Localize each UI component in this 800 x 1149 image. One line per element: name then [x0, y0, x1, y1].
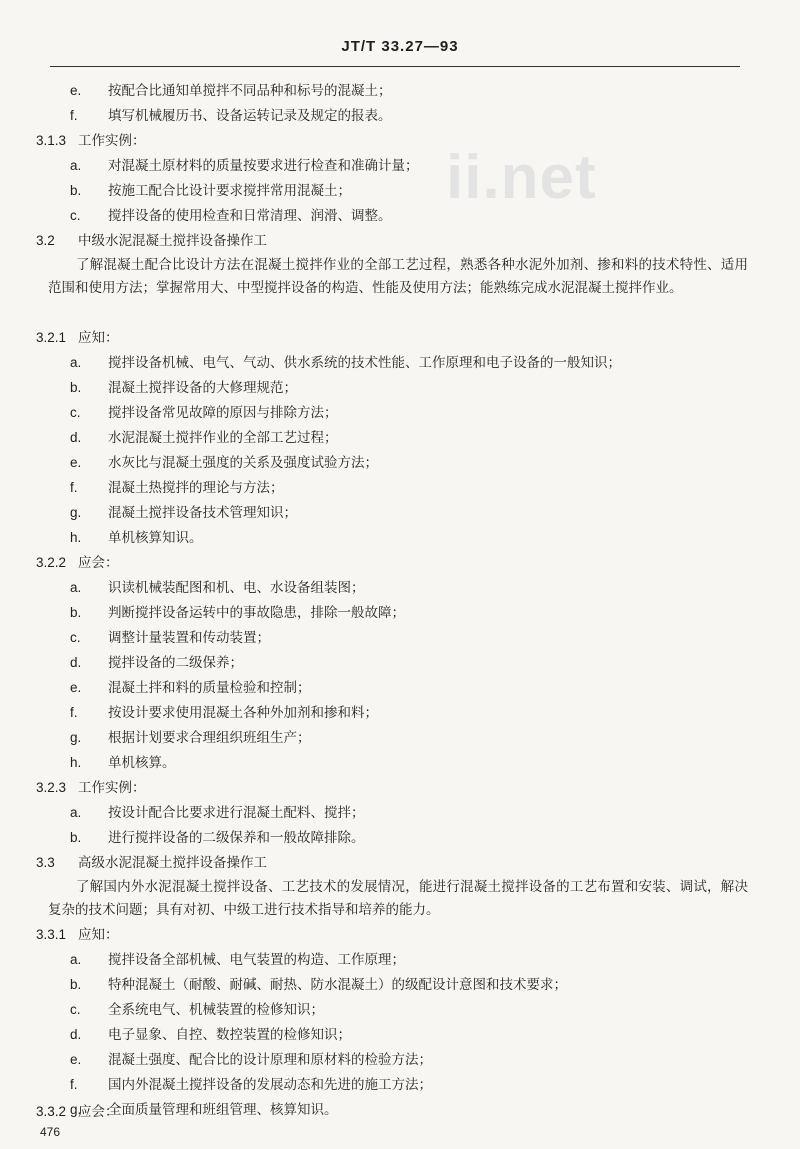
section-number: 3.2: [36, 233, 55, 248]
item-text: 混凝土热搅拌的理论与方法；: [108, 480, 284, 496]
list-item: [70, 380, 297, 396]
section-number: 3.1.3: [36, 133, 67, 148]
item-text: 搅拌设备常见故障的原因与排除方法；: [108, 405, 338, 421]
item-label: f.: [70, 480, 78, 495]
item-label: e.: [70, 680, 82, 695]
section-number: 3.3.1: [36, 927, 67, 942]
list-item: [70, 83, 392, 99]
list-item: [70, 455, 378, 471]
item-label: f.: [70, 1077, 78, 1092]
item-label: b.: [70, 605, 82, 620]
list-item: [70, 355, 621, 371]
section-number: 3.3: [36, 855, 55, 870]
list-item: [70, 405, 338, 421]
section-heading-3-2: [36, 233, 267, 249]
item-text: 混凝土搅拌设备技术管理知识；: [108, 505, 297, 521]
section-heading-3-2-3: [36, 780, 146, 796]
list-item: [70, 977, 567, 993]
section-number: 3.3.2: [36, 1104, 67, 1119]
list-item: [70, 158, 419, 174]
item-label: c.: [70, 208, 81, 223]
item-label: h.: [70, 530, 82, 545]
list-item: [70, 705, 378, 721]
item-label: c.: [70, 630, 81, 645]
list-item: [70, 1077, 432, 1093]
list-item: [70, 830, 365, 846]
watermark: ii.net: [446, 143, 597, 212]
page-number: 476: [40, 1125, 61, 1139]
item-text: 单机核算。: [108, 755, 176, 771]
section-title: 中级水泥混凝土搅拌设备操作工: [78, 233, 267, 249]
item-text: 按配合比通知单搅拌不同品种和标号的混凝土；: [108, 83, 392, 99]
item-label: a.: [70, 580, 82, 595]
list-item: [70, 605, 405, 621]
list-item: [70, 805, 365, 821]
section-heading-3-2-1: [36, 330, 119, 346]
item-text: 根据计划要求合理组织班组生产；: [108, 730, 311, 746]
item-label: a.: [70, 952, 82, 967]
item-label: a.: [70, 158, 82, 173]
list-item: [70, 680, 311, 696]
item-text: 按设计配合比要求进行混凝土配料、搅拌；: [108, 805, 365, 821]
item-label: d.: [70, 1027, 82, 1042]
list-item: [70, 580, 365, 596]
item-text: 国内外混凝土搅拌设备的发展动态和先进的施工方法；: [108, 1077, 432, 1093]
item-text: 混凝土强度、配合比的设计原理和原材料的检验方法；: [108, 1052, 432, 1068]
item-text: 单机核算知识。: [108, 530, 203, 546]
list-item: [70, 108, 392, 124]
list-item: [70, 430, 338, 446]
section-title: 应会：: [78, 555, 119, 571]
list-item: [70, 1002, 324, 1018]
item-text: 进行搅拌设备的二级保养和一般故障排除。: [108, 830, 365, 846]
item-label: b.: [70, 380, 82, 395]
item-label: f.: [70, 705, 78, 720]
item-text: 搅拌设备的使用检查和日常清理、润滑、调整。: [108, 208, 392, 224]
item-label: g.: [70, 1102, 82, 1117]
section-title: 工作实例：: [78, 133, 146, 149]
item-label: a.: [70, 805, 82, 820]
item-text: 调整计量装置和传动装置；: [108, 630, 270, 646]
section-heading-3-1-3: [36, 133, 146, 149]
item-text: 电子显象、自控、数控装置的检修知识；: [108, 1027, 351, 1043]
section-number: 3.2.2: [36, 555, 67, 570]
list-item: [70, 505, 297, 521]
section-heading-3-3-1: [36, 927, 119, 943]
section-intro-3-2: 了解混凝土配合比设计方法在混凝土搅拌作业的全部工艺过程，熟悉各种水泥外加剂、掺和料的技术特性、适用范围和使用方法；掌握常用大、中型搅拌设备的构造、性能及使用方法；能熟练完成水泥混凝土搅拌作业。: [48, 257, 748, 296]
item-text: 全系统电气、机械装置的检修知识；: [108, 1002, 324, 1018]
list-item: [70, 480, 284, 496]
item-label: g.: [70, 505, 82, 520]
list-item: [70, 952, 405, 968]
header-rule: [50, 66, 740, 67]
item-label: e.: [70, 455, 82, 470]
section-number: 3.2.3: [36, 780, 67, 795]
list-item: [70, 655, 243, 671]
item-text: 判断搅拌设备运转中的事故隐患，排除一般故障；: [108, 605, 405, 621]
item-text: 按设计要求使用混凝土各种外加剂和掺和料；: [108, 705, 378, 721]
item-text: 特种混凝土（耐酸、耐碱、耐热、防水混凝土）的级配设计意图和技术要求；: [108, 977, 567, 993]
item-label: b.: [70, 183, 82, 198]
item-label: h.: [70, 755, 82, 770]
list-item: [70, 755, 176, 771]
list-item: [70, 1052, 432, 1068]
item-label: b.: [70, 977, 82, 992]
item-text: 按施工配合比设计要求搅拌常用混凝土；: [108, 183, 351, 199]
list-item: [70, 530, 203, 546]
item-text: 搅拌设备全部机械、电气装置的构造、工作原理；: [108, 952, 405, 968]
item-text: 混凝土搅拌设备的大修理规范；: [108, 380, 297, 396]
list-item: [70, 1027, 351, 1043]
section-heading-3-2-2: [36, 555, 119, 571]
section-title: 高级水泥混凝土搅拌设备操作工: [78, 855, 267, 871]
standard-code-header: JT/T 33.27—93: [341, 38, 459, 55]
section-title: 应知：: [78, 330, 119, 346]
item-label: f.: [70, 108, 78, 123]
section-number: 3.2.1: [36, 330, 67, 345]
item-label: e.: [70, 1052, 82, 1067]
list-item: [70, 730, 311, 746]
item-label: d.: [70, 430, 82, 445]
item-label: e.: [70, 83, 82, 98]
item-text: 水灰比与混凝土强度的关系及强度试验方法；: [108, 455, 378, 471]
item-label: d.: [70, 655, 82, 670]
item-text: 识读机械装配图和机、电、水设备组装图；: [108, 580, 365, 596]
list-item: [70, 208, 392, 224]
item-label: a.: [70, 355, 82, 370]
item-text: 对混凝土原材料的质量按要求进行检查和准确计量；: [108, 158, 419, 174]
section-heading-3-3: [36, 855, 267, 871]
list-item: [70, 183, 351, 199]
list-item: [70, 630, 270, 646]
item-text: 搅拌设备机械、电气、气动、供水系统的技术性能、工作原理和电子设备的一般知识；: [108, 355, 621, 371]
item-text: 全面质量管理和班组管理、核算知识。: [108, 1102, 338, 1118]
item-text: 混凝土拌和料的质量检验和控制；: [108, 680, 311, 696]
item-label: c.: [70, 405, 81, 420]
section-title: 应会：: [78, 1104, 119, 1120]
item-text: 填写机械履历书、设备运转记录及规定的报表。: [108, 108, 392, 124]
section-title: 工作实例：: [78, 780, 146, 796]
item-label: b.: [70, 830, 82, 845]
item-label: g.: [70, 730, 82, 745]
item-text: 水泥混凝土搅拌作业的全部工艺过程；: [108, 430, 338, 446]
section-title: 应知：: [78, 927, 119, 943]
item-label: c.: [70, 1002, 81, 1017]
section-intro-3-3: 了解国内外水泥混凝土搅拌设备、工艺技术的发展情况，能进行混凝土搅拌设备的工艺布置和安装、调试，解决复杂的技术问题；具有对初、中级工进行技术指导和培养的能力。: [48, 879, 748, 918]
item-text: 搅拌设备的二级保养；: [108, 655, 243, 671]
section-heading-3-3-2: [36, 1104, 119, 1120]
